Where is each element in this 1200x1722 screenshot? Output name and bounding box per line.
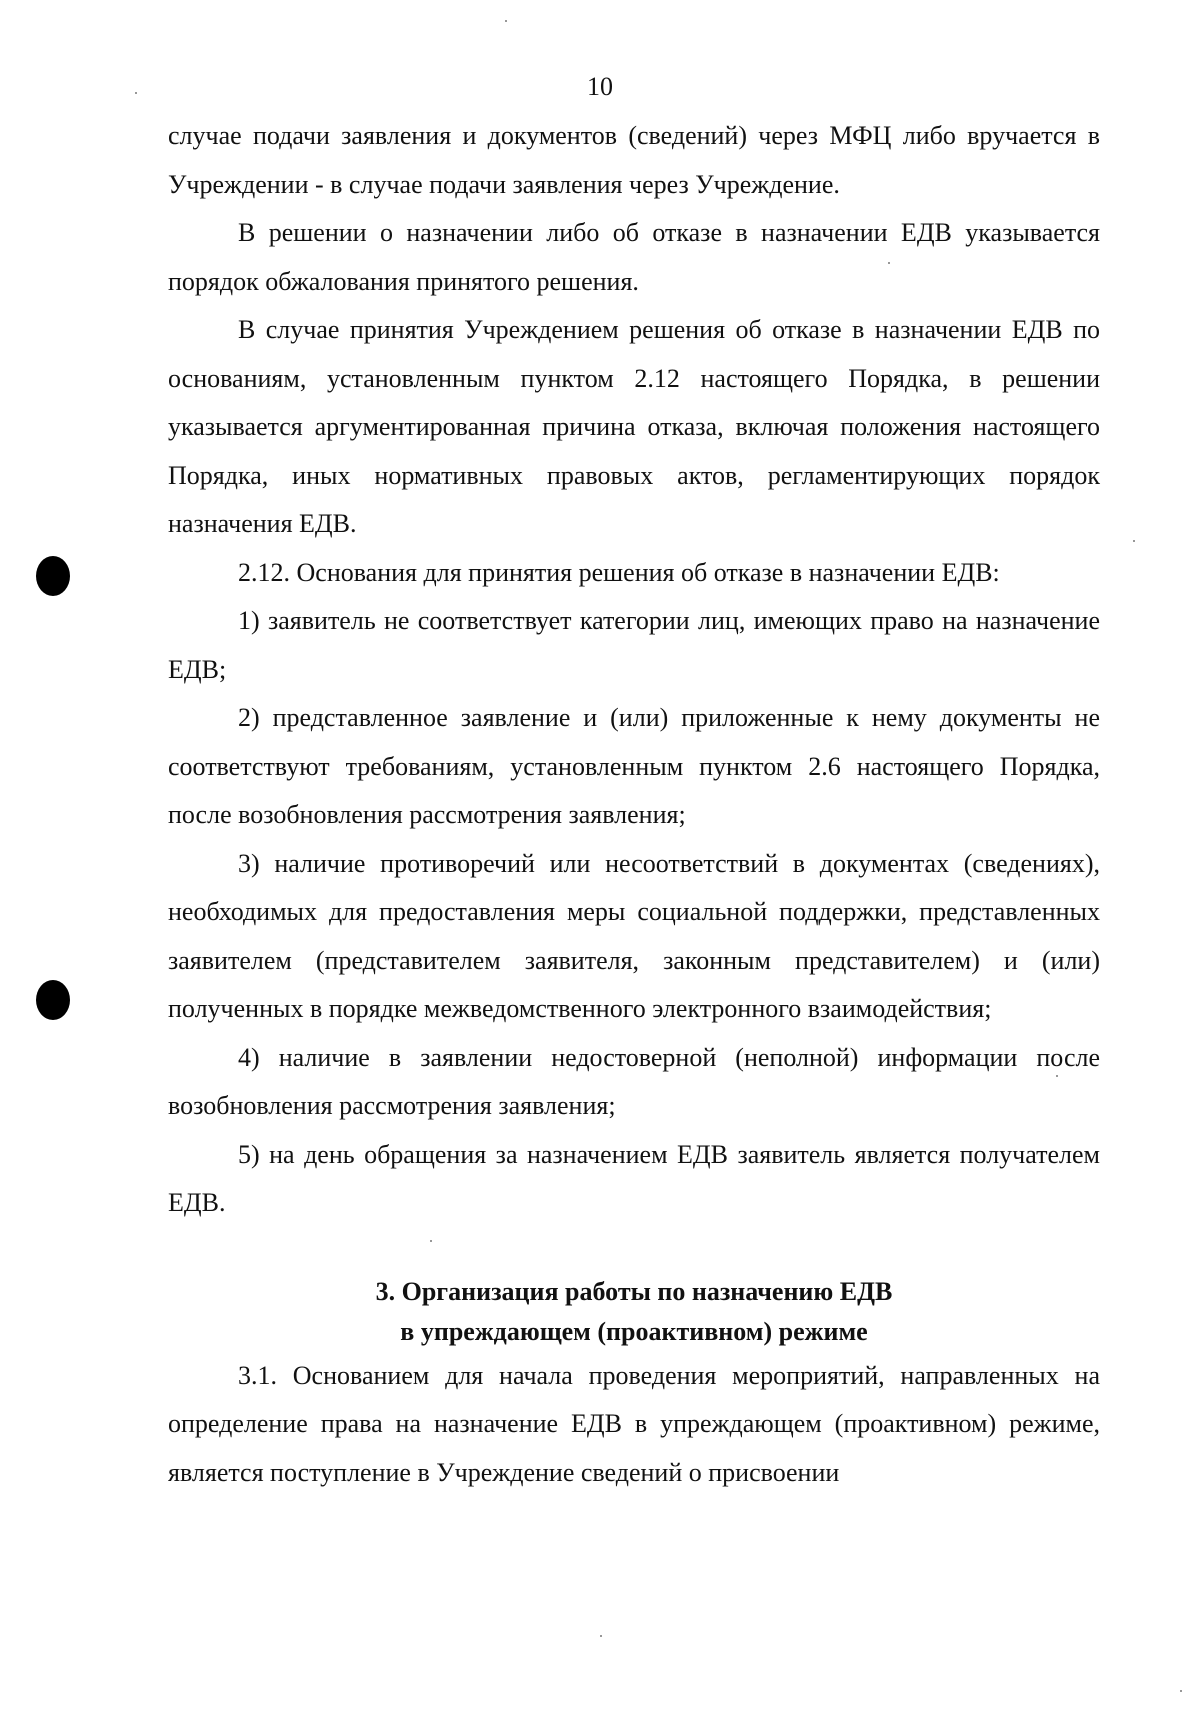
scan-speck — [1133, 540, 1135, 542]
list-item-5: 5) на день обращения за назначением ЕДВ заявитель является получателем ЕДВ. — [168, 1139, 1100, 1217]
paragraph-continuation: случае подачи заявления и документов (сведений) через МФЦ либо вручается в Учреждении - в случае подачи заявления через Учреждение. — [168, 121, 1100, 199]
punch-hole-top — [36, 556, 70, 596]
section-heading-line-1: 3. Организация работы по назначению ЕДВ — [375, 1276, 893, 1306]
page-number: 10 — [587, 72, 613, 101]
section-heading-line-2: в упреждающем (проактивном) режиме — [400, 1316, 868, 1346]
list-item-3: 3) наличие противоречий или несоответствий в документах (сведениях), необходимых для предоставления меры социальной поддержки, представленных заявителем (представителем заявителя, законным представителем) и (или) полученных в порядке межведомственного электронного взаимодействия; — [168, 848, 1100, 1023]
list-item-2: 2) представленное заявление и (или) приложенные к нему документы не соответствуют требованиям, установленным пунктом 2.6 настоящего Порядка, после возобновления рассмотрения заявления; — [168, 703, 1100, 829]
paragraph-refusal-reason: В случае принятия Учреждением решения об отказе в назначении ЕДВ по основаниям, установленным пунктом 2.12 настоящего Порядка, в решении указывается аргументированная причина отказа, включая положения настоящего Порядка, иных нормативных правовых актов, регламентирующих порядок назначения ЕДВ. — [168, 315, 1100, 538]
punch-hole-bottom — [36, 980, 70, 1020]
list-item-4: 4) наличие в заявлении недостоверной (неполной) информации после возобновления рассмотрения заявления; — [168, 1042, 1100, 1120]
paragraph-2-12: 2.12. Основания для принятия решения об отказе в назначении ЕДВ: — [238, 557, 1000, 587]
paragraph-appeal-order: В решении о назначении либо об отказе в назначении ЕДВ указывается порядок обжалования принятого решения. — [168, 218, 1100, 296]
scan-speck — [600, 1635, 602, 1637]
list-item-1: 1) заявитель не соответствует категории лиц, имеющих право на назначение ЕДВ; — [168, 606, 1100, 684]
document-body — [168, 112, 1100, 1497]
scan-speck — [1180, 1690, 1182, 1692]
paragraph-3-1: 3.1. Основанием для начала проведения мероприятий, направленных на определение права на назначение ЕДВ в упреждающем (проактивном) режиме, является поступление в Учреждение сведений о присвоении — [168, 1360, 1100, 1487]
section-heading — [168, 1272, 1100, 1352]
scan-speck — [505, 20, 507, 22]
